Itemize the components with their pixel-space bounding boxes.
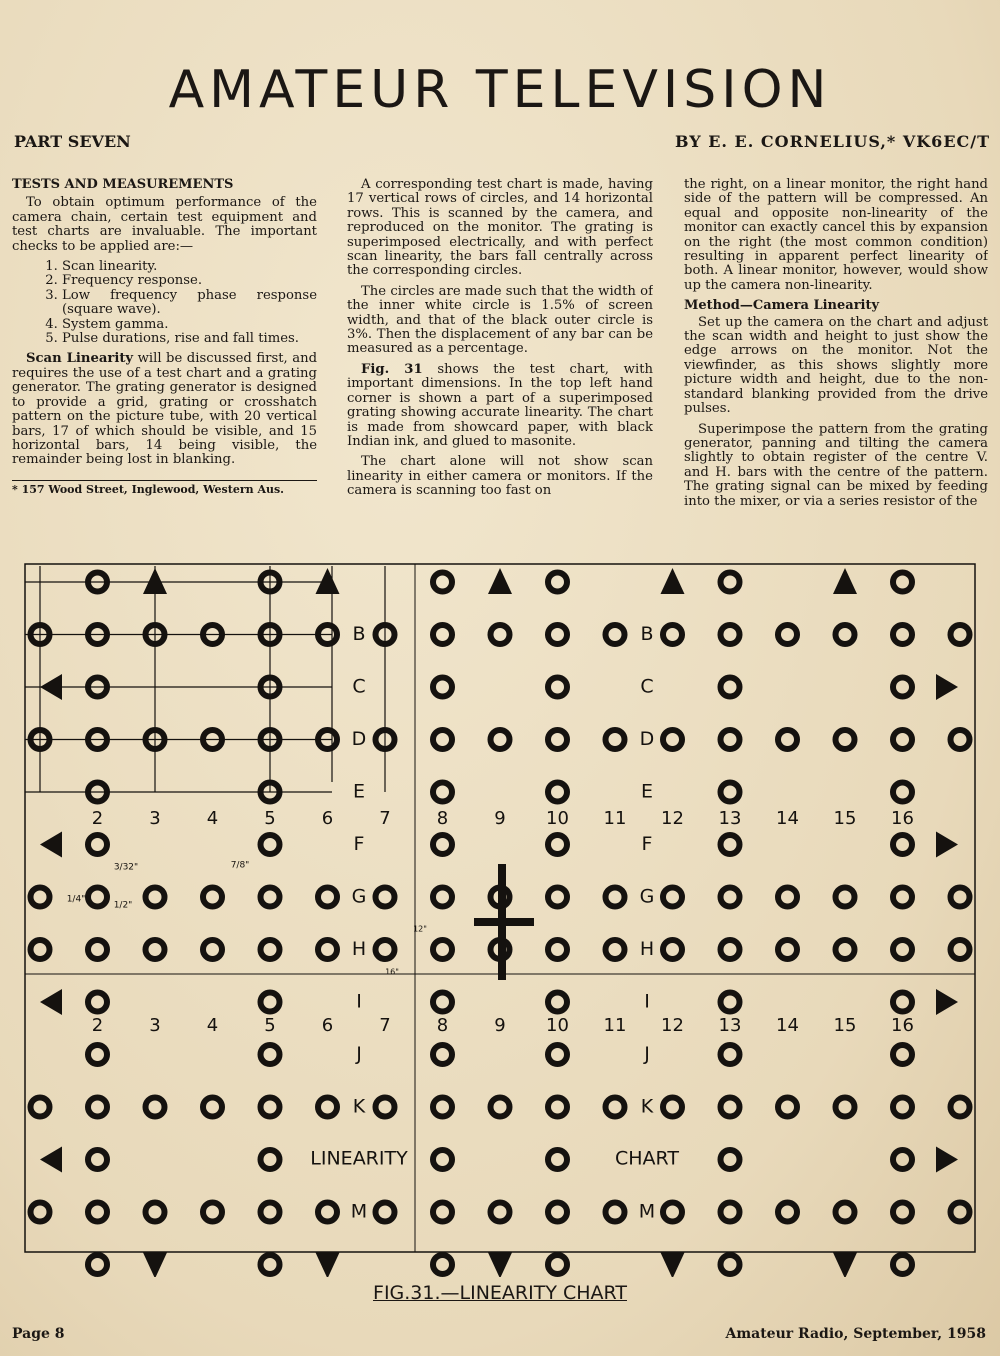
row-letter: F xyxy=(353,833,365,855)
edge-arrow-right xyxy=(936,989,958,1015)
paragraph xyxy=(12,352,317,467)
edge-arrow-down xyxy=(143,1253,167,1278)
test-circle xyxy=(433,783,452,802)
test-circle xyxy=(261,993,280,1012)
list-item: 2. Frequency response. xyxy=(62,274,317,288)
edge-arrow-left xyxy=(40,1147,62,1173)
row-letter: K xyxy=(352,1095,366,1118)
section-heading: Method—Camera Linearity xyxy=(684,298,880,314)
test-circle xyxy=(721,1045,740,1064)
test-circle xyxy=(146,940,165,959)
test-circle xyxy=(376,940,395,959)
paragraph: A corresponding test chart is made, having 17 vertical rows of circles, and 14 horizontal rows. This is scanned by the camera, and reproduced on the monitor. The grating is superimposed electrically, and with perfect scan linearity, the bars fall centrally across the corresponding circles. xyxy=(347,178,653,279)
column-number: 4 xyxy=(206,808,219,829)
paragraph: Set up the camera on the chart and adjust the scan width and height to just show the edge arrows on the monitor. Not the viewfinder, as this shows slightly more picture width and height, due to the non-standard blanking provided from the drive pulses. xyxy=(684,314,988,417)
test-circle xyxy=(836,1098,855,1117)
test-circle xyxy=(433,573,452,592)
test-circle xyxy=(318,1098,337,1117)
chart-word: LINEARITY xyxy=(310,1147,408,1170)
section-heading: TESTS AND MEASUREMENTS xyxy=(12,178,234,192)
test-circle xyxy=(836,730,855,749)
test-circle xyxy=(88,1045,107,1064)
test-circle xyxy=(548,1255,567,1274)
row-letter: E xyxy=(640,780,654,803)
test-circle xyxy=(893,888,912,907)
dimension-label: 1/2" xyxy=(113,900,133,911)
test-circle xyxy=(548,1203,567,1222)
column-number: 2 xyxy=(91,808,104,829)
edge-arrow-down xyxy=(488,1253,512,1278)
test-circle xyxy=(491,625,510,644)
column-number: 7 xyxy=(379,808,391,829)
test-circle xyxy=(663,1203,682,1222)
column-number: 14 xyxy=(776,1015,799,1036)
test-circle xyxy=(548,1045,567,1064)
test-circle xyxy=(721,783,740,802)
column-number: 13 xyxy=(718,1015,742,1036)
test-circle xyxy=(433,1098,452,1117)
test-circle xyxy=(548,888,567,907)
column-number: 4 xyxy=(206,1015,219,1036)
test-circle xyxy=(836,940,855,959)
column-number: 13 xyxy=(718,808,742,829)
test-circle xyxy=(548,1150,567,1169)
test-circle xyxy=(261,1203,280,1222)
row-letter: H xyxy=(639,938,655,960)
test-circle xyxy=(778,1098,797,1117)
test-circle xyxy=(548,940,567,959)
test-circle xyxy=(88,940,107,959)
test-circle xyxy=(146,888,165,907)
test-circle xyxy=(951,625,970,644)
test-circle xyxy=(203,940,222,959)
column-number: 7 xyxy=(379,1015,391,1036)
dimension-label: 16" xyxy=(385,967,399,977)
test-circle xyxy=(721,1255,740,1274)
column-number: 16 xyxy=(891,808,914,829)
paragraph: the right, on a linear monitor, the right hand side of the pattern will be compressed. An equal and opposite non-linearity of the monitor can exactly cancel this by expansion on the right (the most common condition) resulting in apparent perfect linearity of both. A linear monitor, however, would show up the camera non-linearity. xyxy=(684,178,988,293)
dimension-label: 1/4" xyxy=(66,894,86,905)
inline-heading: Scan Linearity xyxy=(26,351,134,367)
test-circle xyxy=(893,1255,912,1274)
test-circle xyxy=(893,940,912,959)
test-circle xyxy=(893,730,912,749)
row-letter: I xyxy=(644,990,650,1013)
test-circle xyxy=(203,888,222,907)
test-circle xyxy=(433,730,452,749)
test-circle xyxy=(721,730,740,749)
test-circle xyxy=(433,1045,452,1064)
test-circle xyxy=(951,888,970,907)
test-circle xyxy=(893,993,912,1012)
test-circle xyxy=(663,940,682,959)
list-item: 5. Pulse durations, rise and fall times. xyxy=(62,332,317,346)
test-circle xyxy=(721,1098,740,1117)
row-letter: B xyxy=(640,623,654,645)
test-circle xyxy=(31,1203,50,1222)
dimension-label: 12" xyxy=(413,924,427,934)
test-circle xyxy=(606,888,625,907)
test-circle xyxy=(721,625,740,644)
test-circle xyxy=(778,625,797,644)
list-item: 1. Scan linearity. xyxy=(62,260,317,274)
test-circle xyxy=(376,888,395,907)
edge-arrow-down xyxy=(316,1253,340,1278)
test-circle xyxy=(836,1203,855,1222)
test-circle xyxy=(433,1255,452,1274)
page-number: Page 8 xyxy=(12,1326,65,1342)
edge-arrow-up xyxy=(488,568,512,594)
test-circle xyxy=(433,1150,452,1169)
test-circle xyxy=(491,1203,510,1222)
edge-arrow-left xyxy=(40,989,62,1015)
test-circle xyxy=(721,888,740,907)
edge-arrow-right xyxy=(936,1147,958,1173)
test-circle xyxy=(663,888,682,907)
byline: BY E. E. CORNELIUS,* VK6EC/T xyxy=(674,132,990,151)
text-column-3 xyxy=(684,178,988,548)
test-circle xyxy=(433,1203,452,1222)
chart-word: CHART xyxy=(615,1147,679,1170)
paragraph-text: shows the test chart, with important dimensions. In the top left hand corner is shown a part of a superimposed grating showing accurate linearity. The chart is made from showcard paper, with black Indian ink, and glued to masonite. xyxy=(347,361,653,449)
test-circle xyxy=(778,1203,797,1222)
row-letter: J xyxy=(644,1043,650,1065)
test-circle xyxy=(721,678,740,697)
row-letter: D xyxy=(639,728,655,750)
test-circle xyxy=(203,1203,222,1222)
column-number: 8 xyxy=(436,1015,449,1036)
row-letter: C xyxy=(352,675,366,698)
test-circle xyxy=(88,888,107,907)
test-circle xyxy=(548,573,567,592)
test-circle xyxy=(548,783,567,802)
row-letter: M xyxy=(638,1200,656,1223)
text-column-1 xyxy=(12,178,317,548)
test-circle xyxy=(951,1098,970,1117)
test-circle xyxy=(88,1203,107,1222)
paragraph: The circles are made such that the width of the inner white circle is 1.5% of screen width, and that of the black outer circle is 3%. Then the displacement of any bar can be measured as a percentage. xyxy=(347,283,653,357)
test-circle xyxy=(261,1255,280,1274)
dimension-label: 3/32" xyxy=(113,862,139,873)
test-circle xyxy=(88,1098,107,1117)
test-circle xyxy=(836,888,855,907)
test-circle xyxy=(261,940,280,959)
test-circle xyxy=(893,1203,912,1222)
column-number: 3 xyxy=(149,808,161,829)
test-circle xyxy=(31,1098,50,1117)
row-letter: M xyxy=(350,1200,368,1223)
test-circle xyxy=(721,1203,740,1222)
column-number: 10 xyxy=(546,1015,569,1036)
test-circle xyxy=(778,940,797,959)
linearity-chart-figure xyxy=(22,562,978,1277)
list-item: 3. Low frequency phase response (square wave). xyxy=(62,289,317,318)
test-circle xyxy=(318,940,337,959)
column-number: 6 xyxy=(321,1015,334,1036)
test-circle xyxy=(893,835,912,854)
journal-issue: Amateur Radio, September, 1958 xyxy=(725,1326,986,1342)
column-number: 12 xyxy=(661,808,684,829)
edge-arrow-up xyxy=(143,568,167,594)
column-number: 6 xyxy=(321,808,334,829)
test-circle xyxy=(778,730,797,749)
column-number: 16 xyxy=(891,1015,914,1036)
test-circle xyxy=(146,1203,165,1222)
part-label: PART SEVEN xyxy=(14,132,131,151)
test-circle xyxy=(548,625,567,644)
test-circle xyxy=(893,573,912,592)
test-circle xyxy=(146,1098,165,1117)
column-number: 10 xyxy=(546,808,569,829)
column-number: 5 xyxy=(264,808,276,829)
test-circle xyxy=(491,1098,510,1117)
edge-arrow-up xyxy=(316,568,340,594)
test-circle xyxy=(778,888,797,907)
row-letter: C xyxy=(640,675,654,698)
column-number: 14 xyxy=(776,808,799,829)
test-circle xyxy=(261,1098,280,1117)
text-column-2 xyxy=(347,178,653,548)
column-number: 11 xyxy=(603,1015,627,1036)
row-letter: I xyxy=(356,990,362,1013)
column-number: 8 xyxy=(436,808,449,829)
row-letter: J xyxy=(356,1043,362,1065)
row-letter: F xyxy=(641,833,653,855)
test-circle xyxy=(548,835,567,854)
test-circle xyxy=(376,1203,395,1222)
test-circle xyxy=(261,1045,280,1064)
test-circle xyxy=(721,993,740,1012)
test-circle xyxy=(893,1150,912,1169)
test-circle xyxy=(31,940,50,959)
test-circle xyxy=(951,940,970,959)
test-circle xyxy=(721,573,740,592)
list-item: 4. System gamma. xyxy=(62,318,317,332)
column-number: 15 xyxy=(833,1015,857,1036)
edge-arrow-left xyxy=(40,832,62,858)
test-circle xyxy=(491,730,510,749)
test-circle xyxy=(376,1098,395,1117)
column-number: 3 xyxy=(149,1015,161,1036)
edge-arrow-down xyxy=(833,1253,857,1278)
test-circle xyxy=(663,730,682,749)
test-circle xyxy=(318,888,337,907)
test-circle xyxy=(893,625,912,644)
test-circle xyxy=(951,1203,970,1222)
test-circle xyxy=(433,888,452,907)
row-letter: K xyxy=(640,1095,654,1118)
edge-arrow-left xyxy=(40,674,62,700)
test-circle xyxy=(433,678,452,697)
test-circle xyxy=(433,625,452,644)
checks-list xyxy=(12,260,317,346)
row-letter: E xyxy=(352,780,366,803)
test-circle xyxy=(548,1098,567,1117)
column-number: 2 xyxy=(91,1015,104,1036)
test-circle xyxy=(318,1203,337,1222)
test-circle xyxy=(88,993,107,1012)
test-circle xyxy=(663,1098,682,1117)
paragraph: The chart alone will not show scan linearity in either camera or monitors. If the camera is scanning too fast on xyxy=(347,454,653,499)
test-circle xyxy=(893,1098,912,1117)
paragraph: Superimpose the pattern from the grating generator, panning and tilting the camera slightly to obtain register of the centre V. and H. bars with the centre of the pattern. The grating signal can be mixed by feeding into the mixer, or via a series resistor of the xyxy=(684,421,988,509)
column-number: 15 xyxy=(833,808,857,829)
test-circle xyxy=(548,993,567,1012)
test-circle xyxy=(433,940,452,959)
dimension-label: 7/8" xyxy=(230,860,250,871)
test-circle xyxy=(88,1150,107,1169)
row-letter: D xyxy=(351,728,367,750)
paragraph xyxy=(347,363,653,449)
test-circle xyxy=(893,678,912,697)
column-number: 9 xyxy=(494,808,506,829)
test-circle xyxy=(88,1255,107,1274)
test-circle xyxy=(836,625,855,644)
test-circle xyxy=(606,625,625,644)
test-circle xyxy=(31,888,50,907)
test-circle xyxy=(261,1150,280,1169)
test-circle xyxy=(203,1098,222,1117)
edge-arrow-up xyxy=(833,568,857,594)
test-circle xyxy=(663,625,682,644)
test-circle xyxy=(721,835,740,854)
test-circle xyxy=(606,730,625,749)
test-circle xyxy=(721,940,740,959)
figure-caption: FIG.31.—LINEARITY CHART xyxy=(373,1282,627,1304)
column-number: 11 xyxy=(603,808,627,829)
edge-arrow-right xyxy=(936,832,958,858)
footnote: * 157 Wood Street, Inglewood, Western Aus. xyxy=(12,480,317,497)
row-letter: B xyxy=(352,623,366,645)
test-circle xyxy=(893,1045,912,1064)
test-circle xyxy=(893,783,912,802)
test-circle xyxy=(261,888,280,907)
paragraph: To obtain optimum performance of the camera chain, certain test equipment and test charts are invaluable. The important checks to be applied are:— xyxy=(12,195,317,254)
inline-heading: Fig. 31 xyxy=(361,361,423,377)
test-circle xyxy=(433,835,452,854)
page-title: AMATEUR TELEVISION xyxy=(168,60,832,120)
edge-arrow-down xyxy=(661,1253,685,1278)
test-circle xyxy=(606,940,625,959)
test-circle xyxy=(261,835,280,854)
row-letter: H xyxy=(351,938,367,960)
edge-arrow-right xyxy=(936,674,958,700)
row-letter: G xyxy=(351,885,367,908)
column-number: 5 xyxy=(264,1015,276,1036)
paragraph-text: will be discussed first, and requires the use of a test chart and a grating generator. The grating generator is designed to provide a grid, grating or crosshatch pattern on the picture tube, with 20 vertical bars, 17 of which should be visible, and 15 horizontal bars, 14 being visible, the remainder being lost in blanking. xyxy=(12,351,317,468)
test-circle xyxy=(433,993,452,1012)
column-number: 9 xyxy=(494,1015,506,1036)
column-number: 12 xyxy=(661,1015,684,1036)
test-circle xyxy=(606,1098,625,1117)
test-circle xyxy=(548,730,567,749)
row-letter: G xyxy=(639,885,655,908)
test-circle xyxy=(88,835,107,854)
test-circle xyxy=(951,730,970,749)
edge-arrow-up xyxy=(661,568,685,594)
test-circle xyxy=(721,1150,740,1169)
test-circle xyxy=(606,1203,625,1222)
test-circle xyxy=(548,678,567,697)
